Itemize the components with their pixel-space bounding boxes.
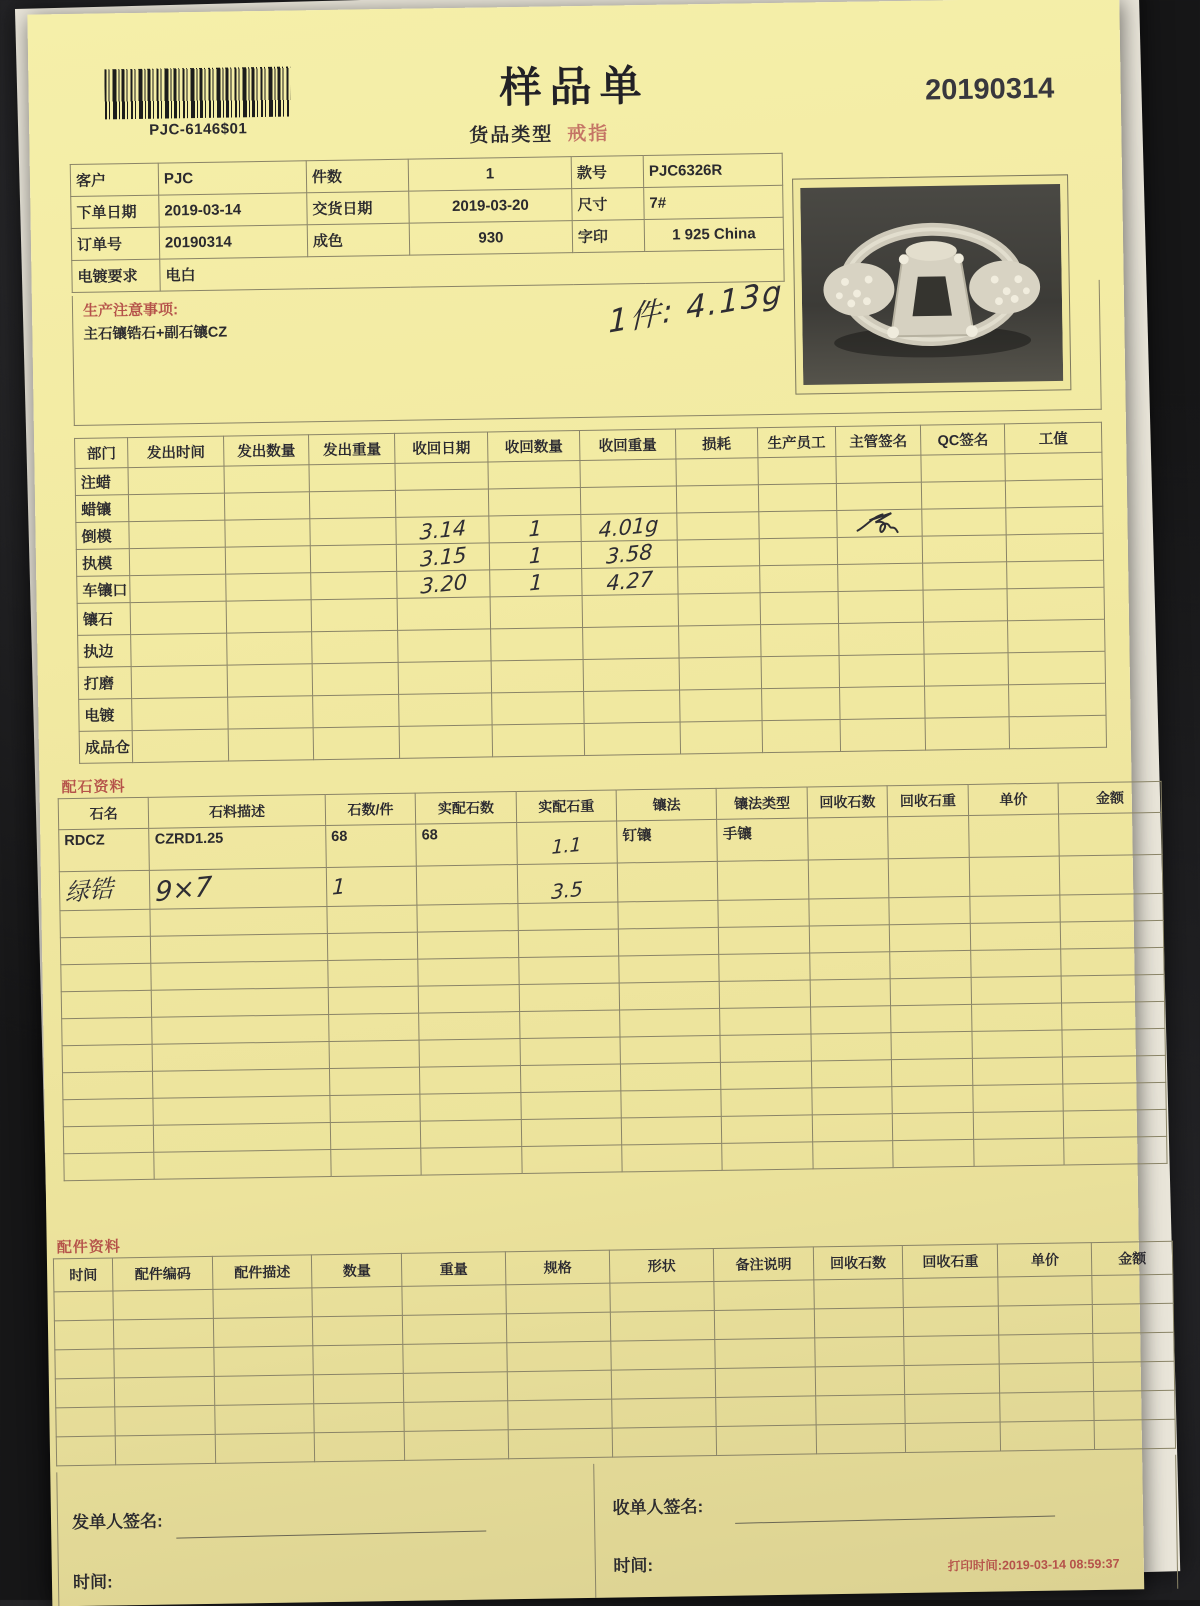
col-header: 回收石数 [807,786,888,818]
col-header: 时间 [53,1258,113,1292]
info-label: 客户 [70,163,158,196]
handwritten-stone-per-piece: 1 [331,873,346,900]
col-header: 数量 [312,1253,402,1287]
col-header: 形状 [609,1249,714,1284]
col-header: 实配石重 [516,790,617,823]
handwritten-return-qty: 1 [527,515,543,542]
col-header: 镶法 [616,788,717,821]
handwritten-stone-weight: 3.5 [551,876,584,904]
stone-name: RDCZ [59,828,150,871]
issuer-sign-label: 发单人签名: [71,1511,163,1533]
issuer-time-label: 时间: [72,1572,113,1593]
col-header: 收回重量 [580,429,676,460]
handwritten-return-qty: 1 [528,542,543,569]
col-header: 发出重量 [309,433,396,464]
col-header: 石数/件 [325,793,416,825]
col-header: 部门 [75,438,129,469]
barcode-label: PJC-6146$01 [149,120,248,139]
info-label: 下单日期 [71,195,159,228]
dept-cell: 倒模 [76,522,130,550]
info-value: PJC [158,161,306,195]
dept-cell: 成品仓 [79,731,133,764]
col-header: 生产员工 [757,426,836,457]
col-header: 石料描述 [149,795,326,829]
handwritten-return-weight: 4.01g [598,511,660,542]
dept-cell: 打磨 [78,667,132,700]
handwritten-stone-weight: 1.1 [551,833,583,859]
stone-actual-qty: 68 [416,823,517,867]
plating-label: 电镀要求 [72,259,160,292]
stone-desc: CZRD1.25 [149,826,326,871]
supervisor-signature-scribble [853,510,905,537]
col-header: 规格 [505,1250,610,1285]
col-header: 回收石重 [903,1244,999,1278]
stone-setting-type: 手镶 [717,818,808,861]
handwritten-return-weight: 3.58 [605,539,654,569]
col-header: 配件描述 [212,1255,312,1290]
col-header: 金额 [1058,781,1161,814]
stones-table [58,781,1168,1181]
col-header: 主管签名 [835,425,921,456]
stone-per-piece: 68 [326,824,417,867]
info-value: 2019-03-14 [159,193,307,227]
dept-cell: 执边 [78,635,132,668]
col-header: 实配石数 [415,792,516,825]
order-info-table [70,153,785,293]
plating-value: 电白 [160,249,784,291]
issuer-signature-area [57,1464,596,1606]
info-value: 1 [408,157,571,192]
col-header: 收回数量 [487,431,580,462]
stone-setting: 钉镶 [617,819,718,863]
handwritten-return-qty: 1 [528,569,543,596]
col-header: 损耗 [675,428,758,459]
col-header: 重量 [401,1252,506,1287]
stones-section-label: 配石资料 [61,778,126,797]
info-label: 交货日期 [307,191,409,225]
col-header: 配件编码 [113,1256,213,1291]
info-label: 款号 [571,155,643,188]
col-header: QC签名 [921,424,1006,455]
handwritten-return-date: 3.15 [419,542,467,572]
order-form-paper [27,0,1147,1606]
handwritten-stone-name: 绿锆 [64,874,114,908]
ring-photo [800,182,1063,386]
col-header: 发出时间 [128,436,224,467]
receiver-time-label: 时间: [613,1555,654,1576]
col-header: 备注说明 [713,1247,813,1282]
receiver-signature-area [594,1455,1177,1598]
info-value: 1 925 China [644,217,783,251]
col-header: 石名 [58,797,149,829]
handwritten-weight-note: 1件: 4.13g [608,273,784,341]
signature-footer [56,1455,1178,1606]
info-label: 订单号 [71,227,159,260]
info-value: 20190314 [159,225,307,259]
info-value: 7# [644,185,783,219]
col-header: 单价 [998,1243,1092,1277]
handwritten-return-date: 3.20 [419,569,468,599]
product-type-line [469,119,609,148]
receiver-sign-label: 收单人签名: [612,1497,704,1518]
col-header: 单价 [968,783,1059,815]
print-time: 打印时间:2019-03-14 08:59:37 [947,1556,1120,1574]
notes-label: 生产注意事项: [82,301,179,320]
production-table [74,422,1107,764]
handwritten-stone-desc: 9×7 [155,870,213,908]
col-header: 金额 [1092,1241,1173,1275]
product-type-label: 货品类型 [469,124,554,147]
dept-cell: 电镀 [79,699,133,732]
col-header: 镶法类型 [717,787,808,819]
receiver-sign-line [735,1516,1055,1524]
product-type-value: 戒指 [567,123,610,146]
dept-cell: 注蜡 [75,468,129,496]
dept-cell: 蜡镶 [75,495,129,523]
dept-cell: 车镶口 [77,576,131,604]
col-header: 回收石重 [887,784,968,816]
accessories-section-label: 配件资料 [56,1238,121,1257]
dept-cell: 镶石 [77,603,131,636]
handwritten-return-weight: 4.27 [606,566,654,596]
dept-cell: 执模 [76,549,130,577]
info-value: PJC6326R [643,153,782,187]
info-value: 2019-03-20 [409,189,572,224]
notes-text: 主石镶锆石+副石镶CZ [83,324,228,343]
accessories-table [53,1241,1176,1467]
info-value: 930 [409,221,572,256]
info-label: 字印 [572,219,644,252]
info-label: 尺寸 [572,187,644,220]
col-header: 发出数量 [223,435,309,466]
info-label: 件数 [306,159,408,193]
page-title: 样品单 [499,61,650,112]
info-label: 成色 [307,223,409,257]
handwritten-return-date: 3.14 [418,515,467,545]
ring-photo-frame [792,174,1071,394]
col-header: 收回日期 [395,432,488,463]
header-date: 20190314 [924,72,1055,107]
issuer-sign-line [176,1531,486,1539]
col-header: 回收石数 [813,1246,903,1280]
col-header: 工值 [1005,422,1102,454]
